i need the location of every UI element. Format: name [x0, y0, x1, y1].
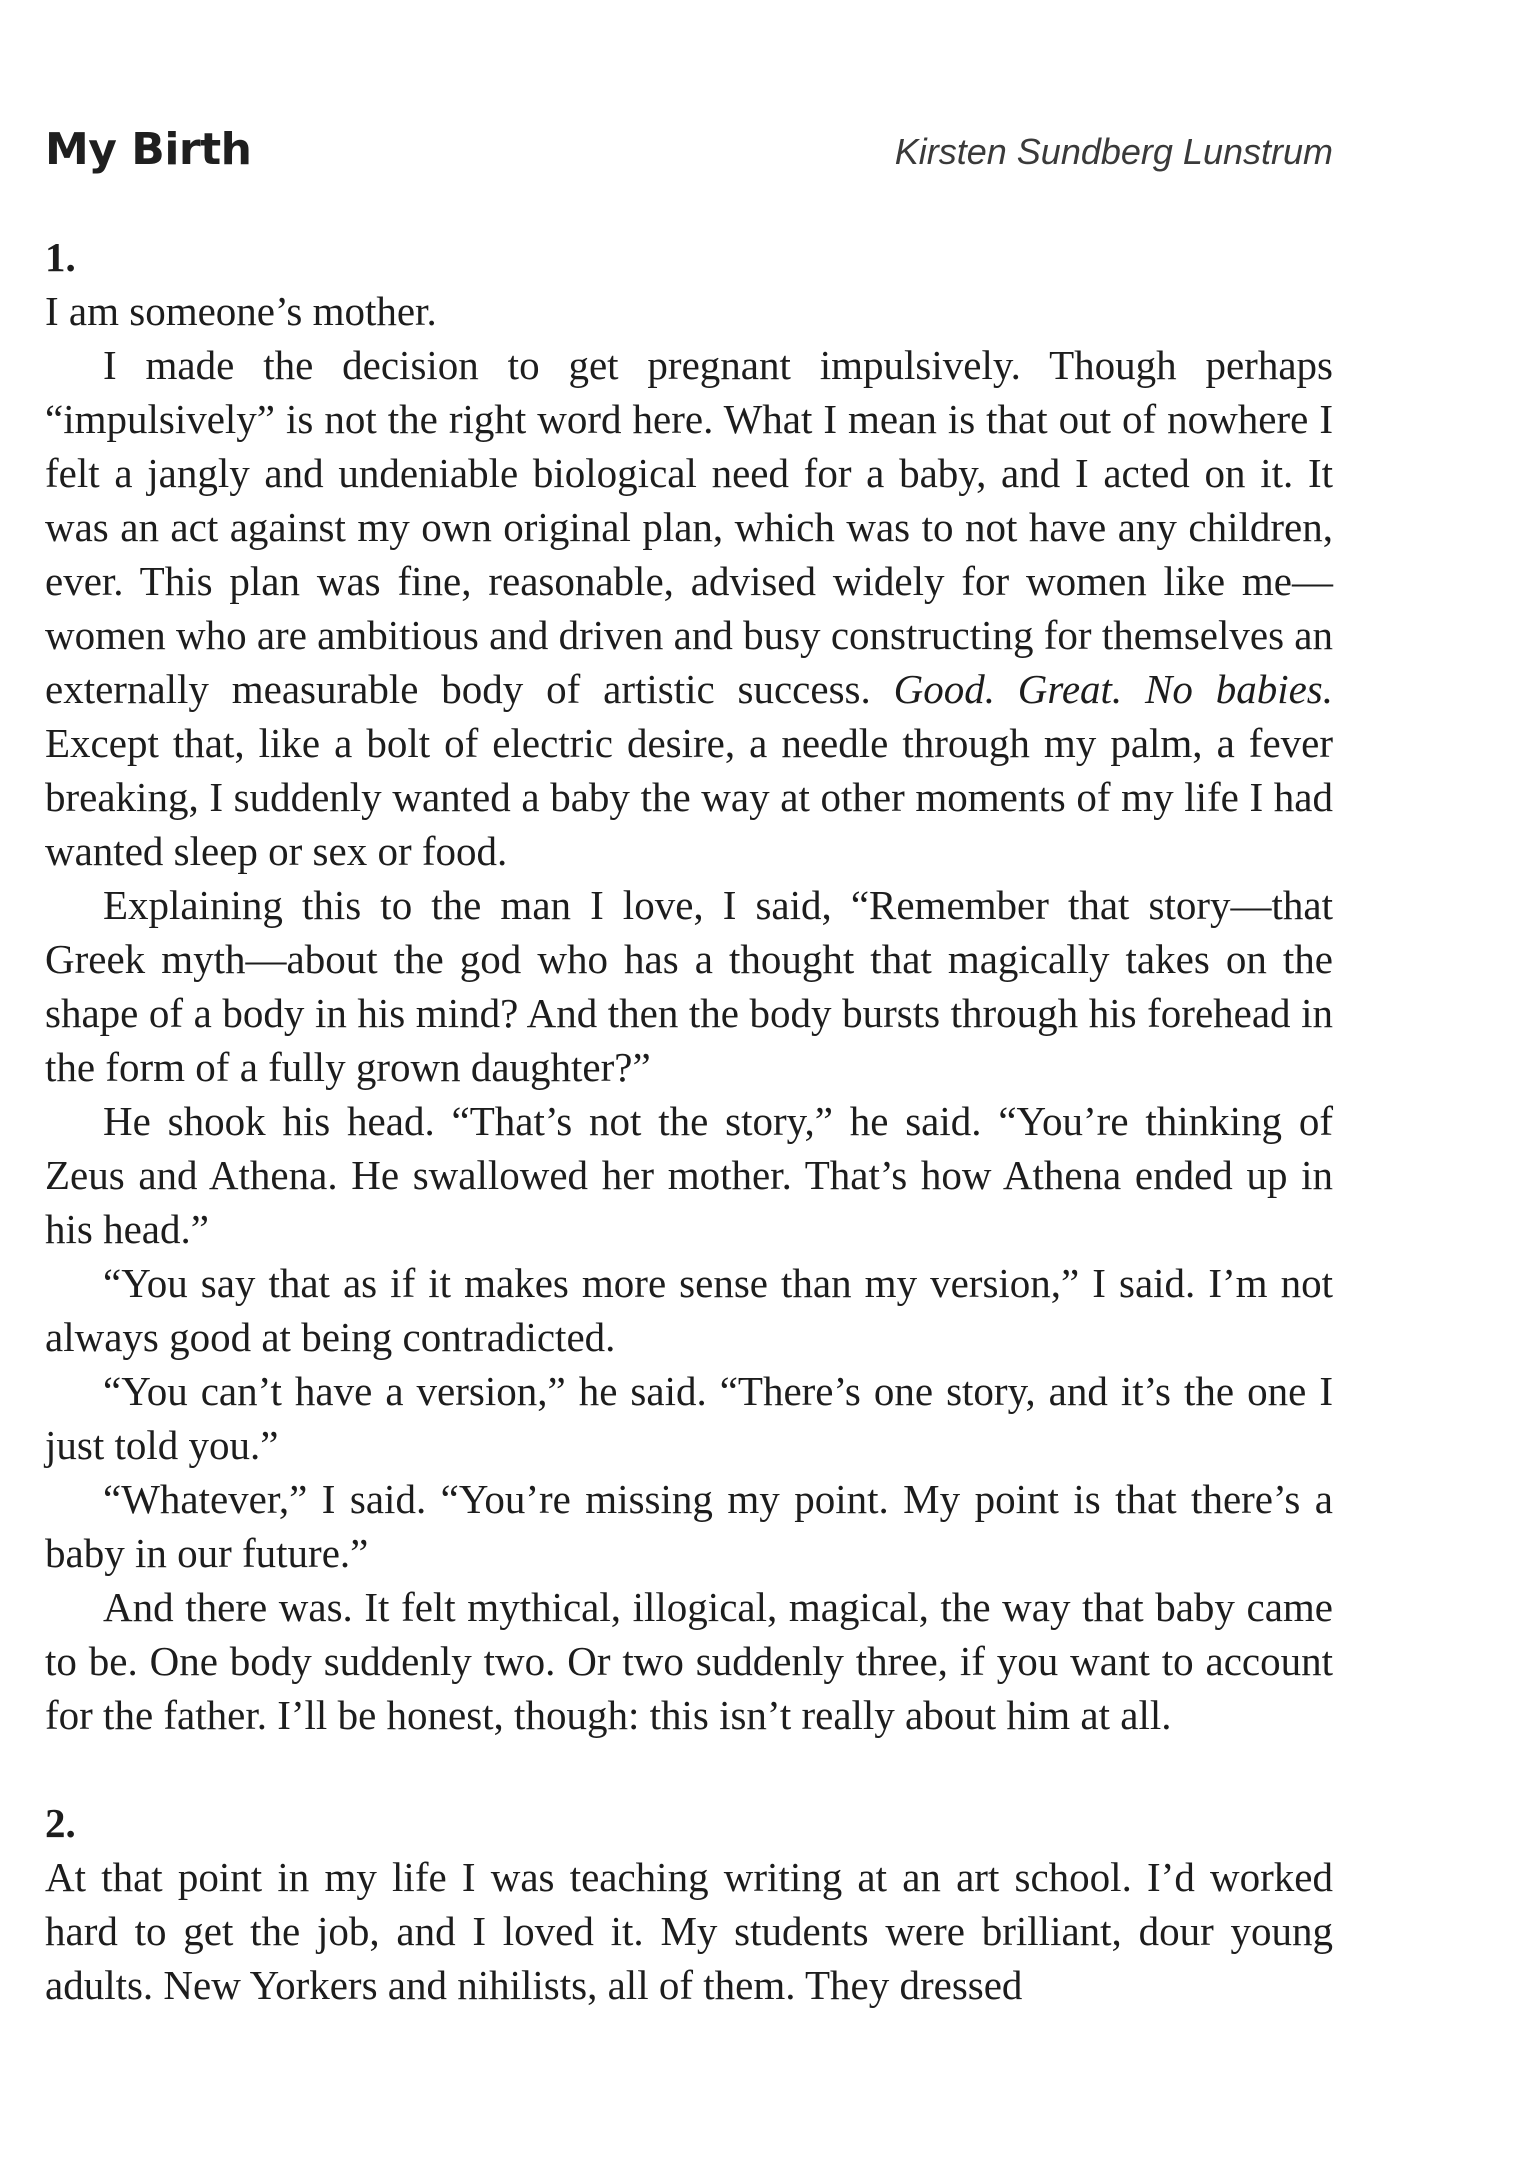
essay-title: My Birth — [45, 124, 252, 175]
paragraph-text: Except that, like a bolt of electric desire, a needle through my palm, a fever breaking, I suddenly wanted a baby the way at other moments of my life I had wanted sleep or sex or food. — [45, 720, 1333, 874]
document-page — [45, 112, 1333, 2012]
paragraph — [45, 338, 1333, 878]
page-header — [45, 112, 1333, 187]
paragraph: He shook his head. “That’s not the story,” he said. “You’re thinking of Zeus and Athena. He swallowed her mother. That’s how Athena ended up in his head.” — [45, 1098, 1333, 1252]
paragraph: And there was. It felt mythical, illogical, magical, the way that baby came to be. One body suddenly two. Or two suddenly three, if you want to account for the father. I’ll be honest, though: this isn’t really about him at all. — [45, 1584, 1333, 1738]
section-2 — [45, 1796, 1333, 2012]
author-name: Kirsten Sundberg Lunstrum — [894, 131, 1333, 172]
paragraph: At that point in my life I was teaching writing at an art school. I’d worked hard to get the job, and I loved it. My students were brilliant, dour young adults. New Yorkers and nihilists, all of them. They dressed — [45, 1854, 1333, 2008]
paragraph: I am someone’s mother. — [45, 288, 437, 334]
paragraph: “Whatever,” I said. “You’re missing my point. My point is that there’s a baby in our future.” — [45, 1476, 1333, 1576]
paragraph: Explaining this to the man I love, I said, “Remember that story—that Greek myth—about the god who has a thought that magically takes on the shape of a body in his mind? And then the body bursts through his forehead in the form of a fully grown daughter?” — [45, 882, 1333, 1090]
paragraph: “You can’t have a version,” he said. “There’s one story, and it’s the one I just told you.” — [45, 1368, 1333, 1468]
italic-phrase: Good. Great. No babies. — [893, 666, 1333, 712]
section-1 — [45, 230, 1333, 1742]
section-number: 1. — [45, 234, 76, 280]
paragraph: “You say that as if it makes more sense than my version,” I said. I’m not always good at being contradicted. — [45, 1260, 1333, 1360]
paragraph-text: I made the decision to get pregnant impulsively. Though perhaps “impulsively” is not the right word here. What I mean is that out of nowhere I felt a jangly and undeniable biological need for a baby, and I acted on it. It was an act against my own original plan, which was to not have any children, ever. This plan was fine, reasonable, advised widely for women like me—women who are ambitious and driven and busy constructing for themselves an externally measurable body of artistic success. — [45, 342, 1333, 712]
section-number: 2. — [45, 1800, 76, 1846]
